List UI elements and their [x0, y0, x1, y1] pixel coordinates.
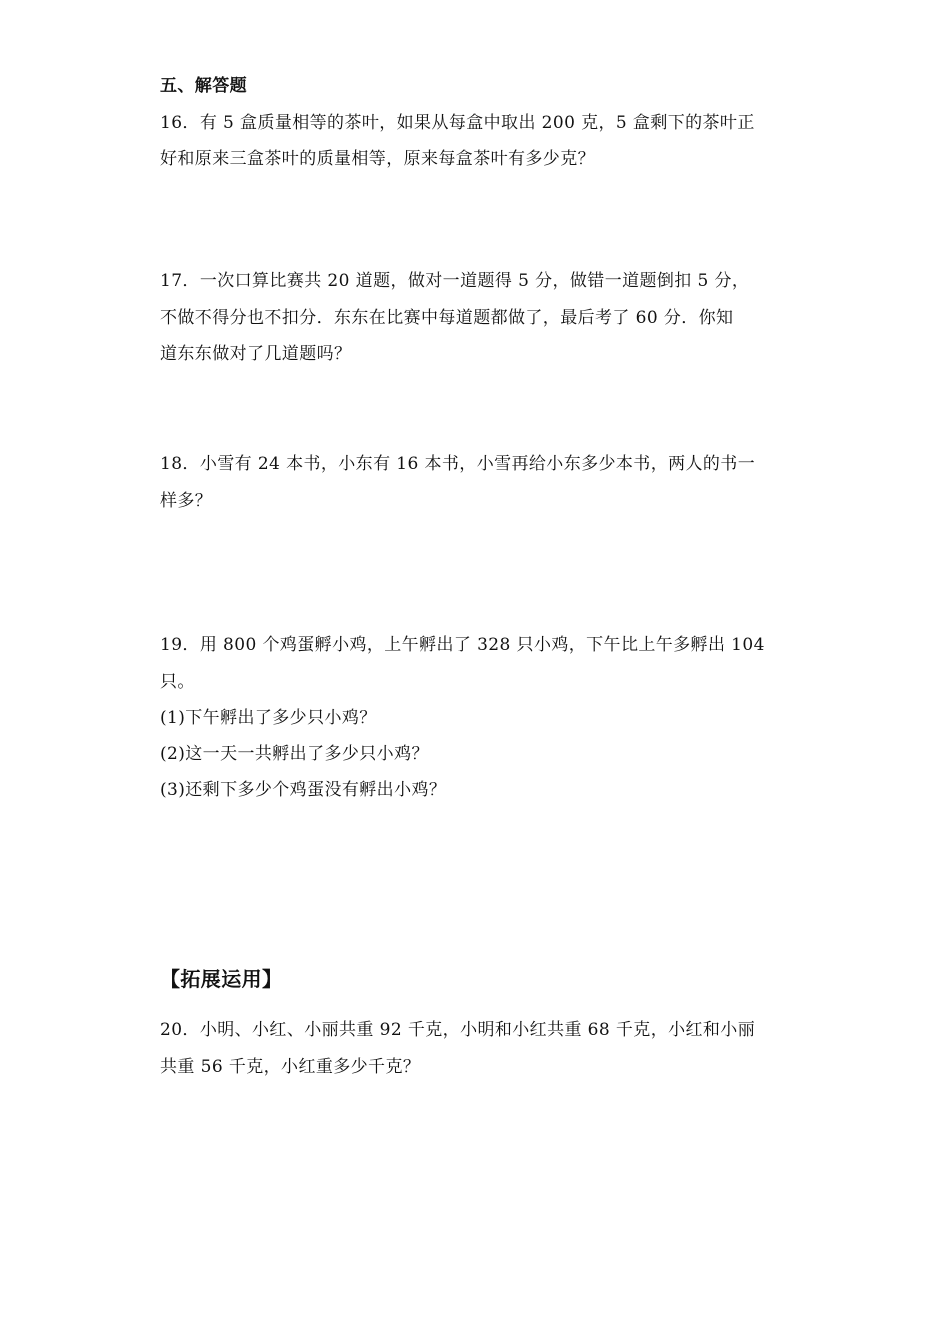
question-text-line: 共重 56 千克，小红重多少千克？: [160, 1057, 421, 1077]
question-text-line: 18．小雪有 24 本书，小东有 16 本书，小雪再给小东多少本书，两人的书一: [160, 454, 756, 474]
section-title: 五、解答题: [160, 76, 247, 96]
question-text-line: 好和原来三盒茶叶的质量相等，原来每盒茶叶有多少克？: [160, 149, 595, 169]
extension-title: 【拓展运用】: [160, 967, 283, 991]
question-text-line: 20．小明、小红、小丽共重 92 千克，小明和小红共重 68 千克，小红和小丽: [160, 1020, 756, 1040]
sub-question: (2)这一天一共孵出了多少只小鸡？: [160, 744, 429, 764]
sub-question: (3)还剩下多少个鸡蛋没有孵出小鸡？: [160, 780, 447, 800]
sub-question: (1)下午孵出了多少只小鸡？: [160, 708, 377, 728]
question-text-line: 样多？: [160, 491, 213, 511]
question-text-line: 19．用 800 个鸡蛋孵小鸡，上午孵出了 328 只小鸡，下午比上午多孵出 104: [160, 635, 765, 655]
question-text-line: 16．有 5 盒质量相等的茶叶，如果从每盒中取出 200 克，5 盒剩下的茶叶正: [160, 113, 755, 133]
question-text-line: 17．一次口算比赛共 20 道题，做对一道题得 5 分，做错一道题倒扣 5 分，: [160, 271, 750, 291]
question-text-line: 只。: [160, 672, 195, 692]
question-text-line: 不做不得分也不扣分．东东在比赛中每道题都做了，最后考了 60 分．你知: [160, 308, 734, 328]
question-text-line: 道东东做对了几道题吗？: [160, 344, 352, 364]
